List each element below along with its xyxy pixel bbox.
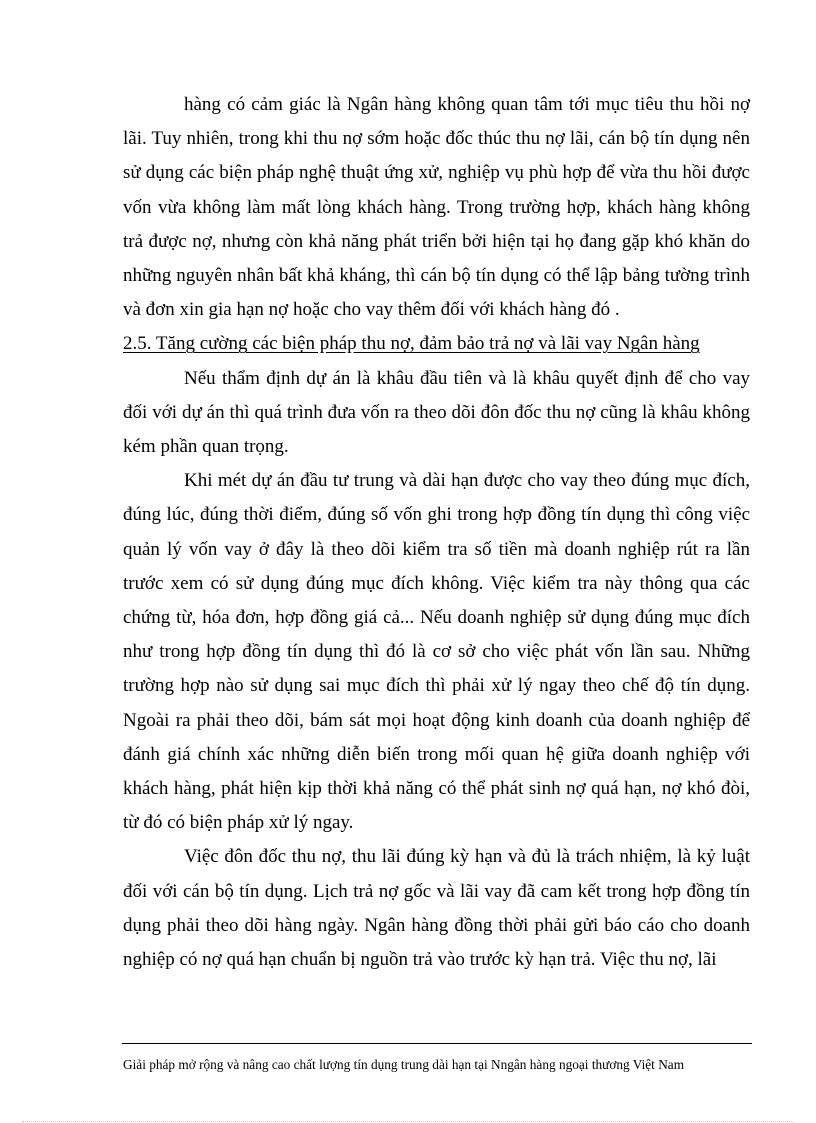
section-heading: 2.5. Tăng cường các biện pháp thu nợ, đảm bảo trả nợ và lãi vay Ngân hàng [123,333,700,355]
paragraph-continued: hàng có cảm giác là Ngân hàng không quan tâm tới mục tiêu thu hồi nợ lãi. Tuy nhiên, trong khi thu nợ sớm hoặc đốc thúc thu nợ lãi, cán bộ tín dụng nên sử dụng các biện pháp nghệ thuật ứng xử, nghiệp vụ phù hợp để vừa thu hồi được vốn vừa không làm mất lòng khách hàng. Trong trường hợp, khách hàng không trả được nợ, nhưng còn khả năng phát triển bởi hiện tại họ đang gặp khó khăn do những nguyên nhân bất khả kháng, thì cán bộ tín dụng có thể lập bảng tường trình và đơn xin gia hạn nợ hoặc cho vay thêm đối với khách hàng đó . [123,94,750,321]
footer-divider [122,1043,752,1044]
paragraph-loan-management: Khi mét dự án đầu tư trung và dài hạn được cho vay theo đúng mục đích, đúng lúc, đúng thời điểm, đúng số vốn ghi trong hợp đồng tín dụng thì công việc quản lý vốn vay ở đây là theo dõi kiểm tra số tiền mà doanh nghiệp rút ra lần trước xem có sử dụng đúng mục đích không. Việc kiểm tra này thông qua các chứng từ, hóa đơn, hợp đồng giá cả... Nếu doanh nghiệp sử dụng đúng mục đích như trong hợp đồng tín dụng thì đó là cơ sở cho việc phát vốn lần sau. Những trường hợp nào sử dụng sai mục đích thì phải xử lý ngay theo chế độ tín dụng. Ngoài ra phải theo dõi, bám sát mọi hoạt động kinh doanh của doanh nghiệp để đánh giá chính xác những diễn biến trong mối quan hệ giữa doanh nghiệp với khách hàng, phát hiện kịp thời khả năng có thể phát sinh nợ quá hạn, nợ khó đòi, từ đó có biện pháp xử lý ngay. [123,470,750,834]
paragraph-debt-collection: Việc đôn đốc thu nợ, thu lãi đúng kỳ hạn và đủ là trách nhiệm, là kỷ luật đối với cán bộ tín dụng. Lịch trả nợ gốc và lãi vay đã cam kết trong hợp đồng tín dụng phải theo dõi hàng ngày. Ngân hàng đồng thời phải gửi báo cáo cho doanh nghiệp có nợ quá hạn chuẩn bị nguồn trả vào trước kỳ hạn trả. Việc thu nợ, lãi [123,846,750,971]
page-bottom-edge [22,1121,794,1122]
body-text [123,88,750,977]
paragraph-intro: Nếu thẩm định dự án là khâu đầu tiên và là khâu quyết định để cho vay đối với dự án thì quá trình đưa vốn ra theo dõi đôn đốc thu nợ cũng là khâu không kém phần quan trọng. [123,367,750,458]
footer-title: Giải pháp mở rộng và nâng cao chất lượng tín dụng trung dài hạn tại Nngân hàng ngoại thương Việt Nam [123,1057,685,1072]
